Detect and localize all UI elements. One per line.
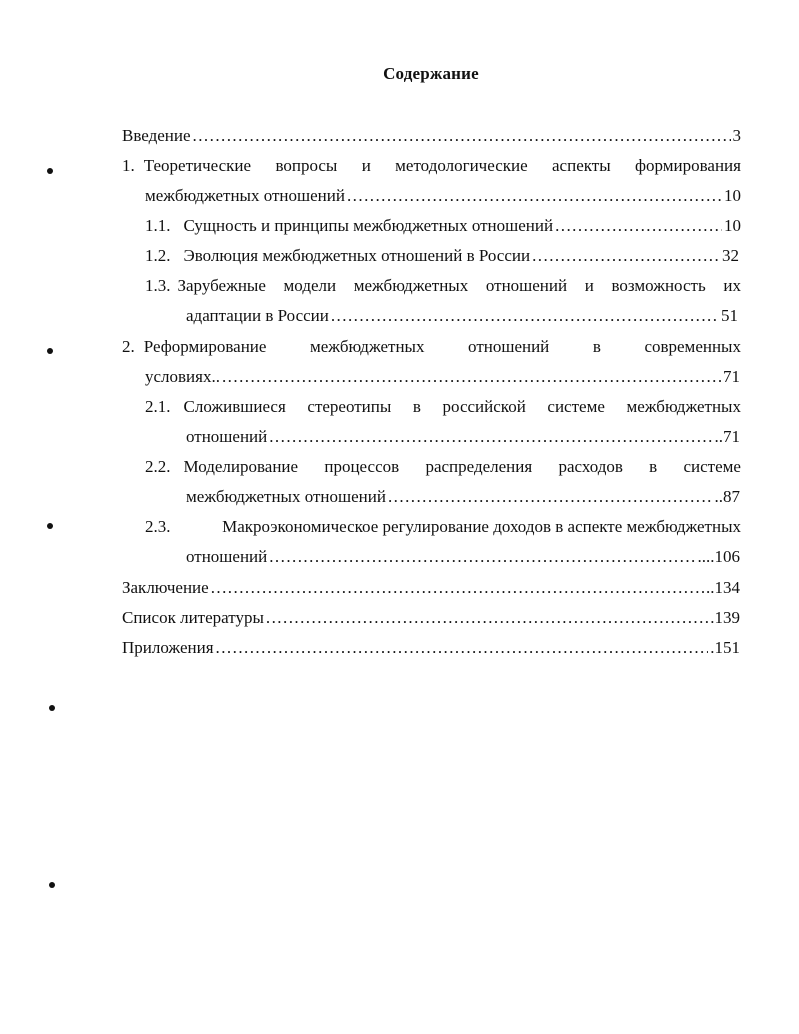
dot-leader [555, 216, 722, 236]
toc-label: Приложения [122, 638, 214, 657]
toc-number: 2.2. [145, 457, 171, 476]
dot-leader [388, 487, 713, 507]
dot-leader [269, 547, 695, 567]
word: и [584, 276, 594, 295]
toc-page: .139 [710, 608, 740, 627]
binding-hole-mark [49, 705, 55, 711]
toc-label: Список литературы [122, 608, 264, 627]
dot-leader [331, 306, 719, 326]
dot-leader [216, 638, 709, 658]
toc-label-line1 [144, 156, 741, 176]
word: их [723, 276, 741, 295]
word: вопросы [275, 156, 338, 175]
word: в [412, 397, 421, 416]
toc-page: 10 [724, 216, 741, 235]
toc-page: ..87 [714, 487, 740, 506]
word: современных [644, 337, 741, 356]
toc-label-line2: отношений [186, 547, 268, 566]
word: межбюджетных [310, 337, 425, 356]
toc-label-line2: адаптации в России [186, 306, 329, 325]
word: Моделирование [183, 457, 299, 476]
toc-entry-chapter-1[interactable] [122, 156, 741, 176]
word: расходов [558, 457, 623, 476]
toc-label-line2: межбюджетных отношений [145, 186, 345, 205]
word: формирования [634, 156, 741, 175]
toc-entry-2-2-cont[interactable] [186, 487, 740, 507]
toc-number: 1. [122, 156, 135, 175]
dot-leader [211, 578, 704, 598]
toc-label-line2: условиях.. [145, 367, 220, 386]
toc-entry-1-3-cont[interactable] [186, 306, 738, 326]
binding-hole-mark [49, 882, 55, 888]
word: в [592, 337, 601, 356]
toc-entry-2-3-cont[interactable] [186, 547, 740, 567]
toc-entry-1-3[interactable] [145, 276, 741, 296]
toc-entry-chapter-1-cont[interactable] [145, 186, 741, 206]
word: и [361, 156, 371, 175]
toc-label: Заключение [122, 578, 209, 597]
word: методологические [395, 156, 528, 175]
dot-leader [347, 186, 722, 206]
toc-entry-2-2[interactable] [145, 457, 741, 477]
toc-label-line1 [144, 337, 741, 357]
toc-label-line2: межбюджетных отношений [186, 487, 386, 506]
toc-label-line1 [178, 276, 742, 296]
toc-entry-chapter-2-cont[interactable] [145, 367, 740, 387]
toc-label-line2: отношений [186, 427, 268, 446]
toc-entry-1-1[interactable] [145, 216, 741, 236]
toc-entry-2-1[interactable] [145, 397, 741, 417]
word: аспекты [552, 156, 611, 175]
toc-entry-appendix[interactable] [122, 638, 740, 658]
toc-page: 3 [732, 126, 741, 145]
toc-label: Эволюция межбюджетных отношений в России [183, 246, 531, 265]
word: Реформирование [143, 337, 267, 356]
toc-page: ..134 [706, 578, 740, 597]
toc-page: 51 [721, 306, 738, 325]
toc-page: .151 [710, 638, 740, 657]
word: отношений [468, 337, 550, 356]
toc-page: ....106 [697, 547, 740, 566]
toc-number: 2. [122, 337, 135, 356]
toc-label-line1 [184, 397, 742, 417]
toc-entry-conclusion[interactable] [122, 578, 740, 598]
word: межбюджетных [626, 397, 741, 416]
dot-leader [269, 427, 712, 447]
word: отношений [485, 276, 568, 295]
dot-leader [266, 608, 708, 628]
word: Зарубежные [177, 276, 266, 295]
toc-label-line1 [184, 457, 742, 477]
word: модели [283, 276, 337, 295]
toc-number: 1.3. [145, 276, 171, 295]
toc-label: Сущность и принципы межбюджетных отношений [183, 216, 554, 235]
word: системе [547, 397, 605, 416]
word: Сложившиеся [183, 397, 286, 416]
dot-leader [193, 126, 731, 146]
toc-entry-intro[interactable] [122, 126, 741, 146]
binding-hole-mark [47, 348, 53, 354]
toc-page: 71 [723, 367, 740, 386]
toc-entry-2-3[interactable] [145, 517, 741, 537]
toc-page: 32 [722, 246, 739, 265]
word: в [649, 457, 658, 476]
word: распределения [425, 457, 533, 476]
toc-number: 2.3. [145, 517, 171, 536]
toc-entry-references[interactable] [122, 608, 740, 628]
toc-label-line1: Макроэкономическое регулирование доходов в аспекте межбюджетных [222, 517, 741, 536]
toc-number: 1.2. [145, 246, 171, 265]
toc-entry-1-2[interactable] [145, 246, 739, 266]
word: процессов [324, 457, 400, 476]
word: возможность [611, 276, 706, 295]
binding-hole-mark [47, 168, 53, 174]
binding-hole-mark [47, 523, 53, 529]
toc-page: 10 [724, 186, 741, 205]
word: системе [683, 457, 741, 476]
toc-entry-2-1-cont[interactable] [186, 427, 740, 447]
dot-leader [532, 246, 720, 266]
toc-entry-chapter-2[interactable] [122, 337, 741, 357]
toc-label: Введение [122, 126, 191, 145]
toc-number: 1.1. [145, 216, 171, 235]
word: российской [442, 397, 526, 416]
page-title: Содержание [383, 64, 479, 83]
word: Теоретические [143, 156, 252, 175]
toc-page: ..71 [714, 427, 740, 446]
word: стереотипы [307, 397, 392, 416]
dot-leader [222, 367, 721, 387]
word: межбюджетных [353, 276, 469, 295]
toc-number: 2.1. [145, 397, 171, 416]
